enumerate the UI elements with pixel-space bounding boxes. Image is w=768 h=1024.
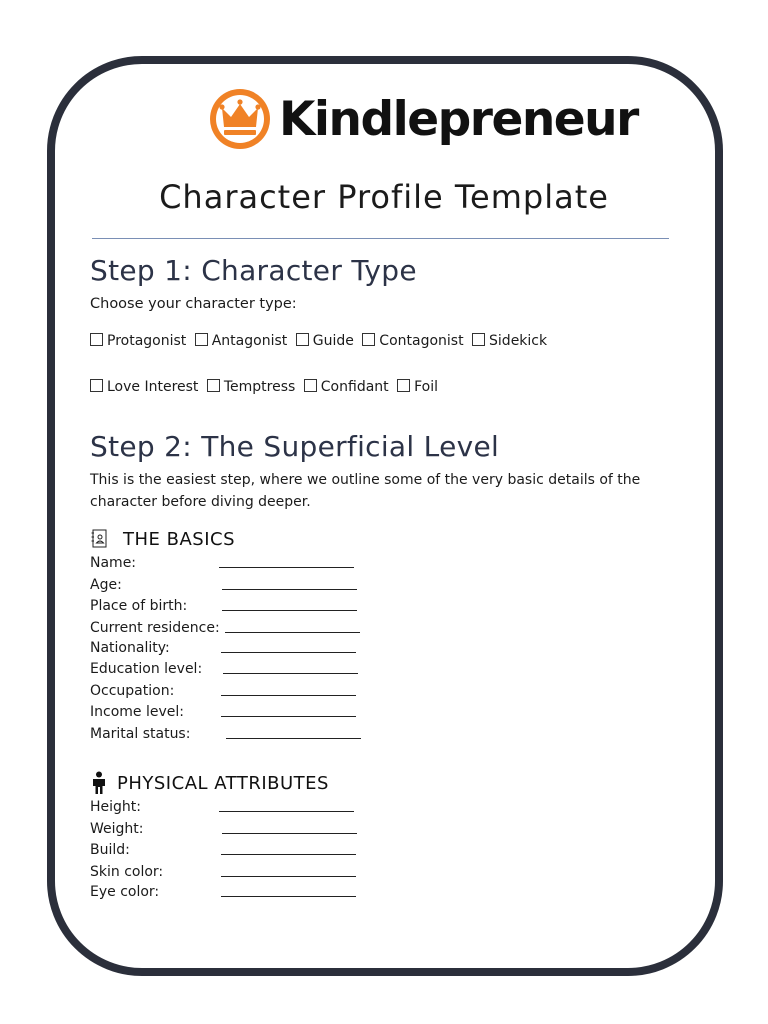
field-place-of-birth-input[interactable]: [222, 610, 357, 611]
character-type-options-row2: [90, 379, 442, 395]
field-age-input[interactable]: [222, 589, 357, 590]
field-occupation-input[interactable]: [221, 695, 356, 696]
field-current-residence-input[interactable]: [225, 632, 360, 633]
option-protagonist[interactable]: Protagonist: [90, 333, 186, 349]
checkbox-icon[interactable]: [362, 333, 375, 346]
brand-name: Kindlepreneur: [279, 91, 638, 147]
field-build-input[interactable]: [221, 854, 356, 855]
field-eye-color: Eye color:: [90, 882, 159, 902]
checkbox-icon[interactable]: [90, 333, 103, 346]
checkbox-icon[interactable]: [397, 379, 410, 392]
field-weight-input[interactable]: [222, 833, 357, 834]
field-weight: Weight:: [90, 819, 144, 839]
field-income-level-input[interactable]: [221, 716, 356, 717]
field-age: Age:: [90, 575, 122, 595]
title-divider: [92, 238, 669, 239]
step2-heading: Step 2: The Superficial Level: [90, 430, 500, 463]
physical-heading: PHYSICAL ATTRIBUTES: [90, 771, 329, 795]
contact-card-icon: [90, 528, 110, 550]
field-name-input[interactable]: [219, 567, 354, 568]
step1-prompt: Choose your character type:: [90, 296, 297, 312]
field-marital-status-input[interactable]: [226, 738, 361, 739]
field-skin-color-input[interactable]: [221, 876, 356, 877]
checkbox-icon[interactable]: [195, 333, 208, 346]
field-name: Name:: [90, 553, 136, 573]
document-title: Character Profile Template: [159, 178, 609, 216]
field-eye-color-input[interactable]: [221, 896, 356, 897]
field-income-level: Income level:: [90, 702, 184, 722]
field-current-residence: Current residence:: [90, 618, 220, 638]
field-education-level: Education level:: [90, 659, 202, 679]
field-education-level-input[interactable]: [223, 673, 358, 674]
option-temptress[interactable]: Temptress: [207, 379, 295, 395]
step1-heading: Step 1: Character Type: [90, 254, 417, 287]
checkbox-icon[interactable]: [472, 333, 485, 346]
brand-logo: [207, 86, 638, 152]
crown-logo-icon: [207, 86, 273, 152]
step2-intro-line2: character before diving deeper.: [90, 494, 311, 510]
character-type-options-row1: [90, 333, 551, 349]
field-skin-color: Skin color:: [90, 862, 163, 882]
field-nationality-input[interactable]: [221, 652, 356, 653]
step2-intro-line1: This is the easiest step, where we outline some of the very basic details of the: [90, 472, 641, 488]
field-marital-status: Marital status:: [90, 724, 190, 744]
option-guide[interactable]: Guide: [296, 333, 354, 349]
field-height: Height:: [90, 797, 141, 817]
checkbox-icon[interactable]: [207, 379, 220, 392]
field-build: Build:: [90, 840, 130, 860]
option-confidant[interactable]: Confidant: [304, 379, 389, 395]
checkbox-icon[interactable]: [296, 333, 309, 346]
field-place-of-birth: Place of birth:: [90, 596, 187, 616]
person-icon: [90, 771, 108, 795]
field-nationality: Nationality:: [90, 638, 170, 658]
checkbox-icon[interactable]: [90, 379, 103, 392]
field-height-input[interactable]: [219, 811, 354, 812]
option-contagonist[interactable]: Contagonist: [362, 333, 463, 349]
option-antagonist[interactable]: Antagonist: [195, 333, 288, 349]
basics-heading: THE BASICS: [90, 528, 235, 550]
option-love-interest[interactable]: Love Interest: [90, 379, 198, 395]
field-occupation: Occupation:: [90, 681, 174, 701]
option-foil[interactable]: Foil: [397, 379, 438, 395]
option-sidekick[interactable]: Sidekick: [472, 333, 547, 349]
checkbox-icon[interactable]: [304, 379, 317, 392]
